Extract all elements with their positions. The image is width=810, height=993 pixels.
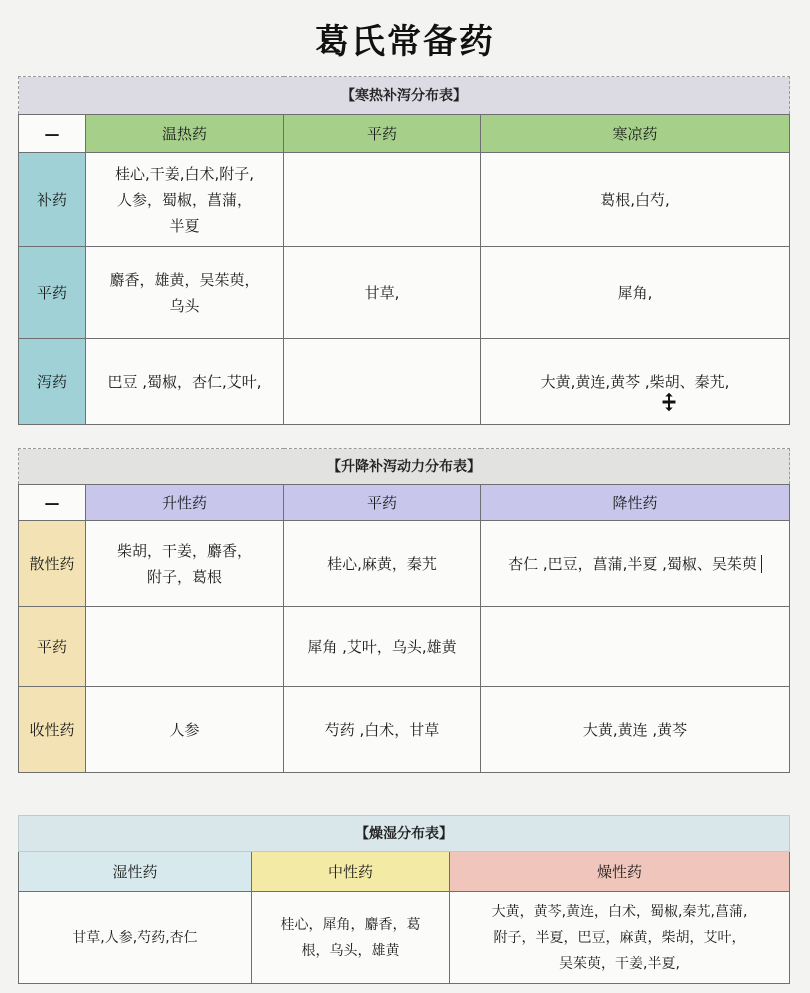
row-header-dispersing: 散性药 [19,521,86,607]
table-cell[interactable] [481,521,790,607]
dry-damp-table [18,815,790,984]
table-cell [481,607,790,687]
page-title: 葛氏常备药 [315,22,495,62]
text-caret [761,555,762,573]
table-cell: 芍药 ,白术，甘草 [284,687,481,773]
row-header-astringent: 收性药 [19,687,86,773]
col-header-warm: 温热药 [86,115,284,153]
row-header-purge: 泻药 [19,339,86,425]
row-header-neutral: 平药 [19,247,86,339]
row-header-neutral: 平药 [19,607,86,687]
table-cell [284,153,481,247]
table-cell [284,339,481,425]
cold-heat-table [18,76,790,425]
table-cell: 甘草,人参,芍药,杏仁 [19,892,252,984]
table-cell: 人参 [86,687,284,773]
table-cell [86,607,284,687]
col-header-dry: 燥性药 [450,852,790,892]
col-header-ascending: 升性药 [86,485,284,521]
table-cell: 葛根,白芍, [481,153,790,247]
table-cell: 桂心,麻黄，秦艽 [284,521,481,607]
table-cell-text: 杏仁 ,巴豆，菖蒲,半夏 ,蜀椒、吴茱萸 [508,554,757,573]
table-cell: 犀角, [481,247,790,339]
table-cell: 柴胡，干姜，麝香， 附子，葛根 [86,521,284,607]
col-header-damp: 湿性药 [19,852,252,892]
ascend-descend-table [18,448,790,773]
table-caption: 【升降补泻动力分布表】 [19,449,790,485]
table-cell: 巴豆 ,蜀椒，杏仁,艾叶, [86,339,284,425]
corner-cell: — [19,485,86,521]
col-header-neutral: 中性药 [252,852,450,892]
col-header-cold: 寒凉药 [481,115,790,153]
table-cell: 大黄,黄连,黄芩 ,柴胡、秦艽, [481,339,790,425]
table-cell: 大黄，黄芩,黄连，白术，蜀椒,秦艽,菖蒲, 附子，半夏，巴豆，麻黄，柴胡，艾叶， 吴茱萸，干姜,半夏, [450,892,790,984]
move-cursor-icon [660,391,678,413]
table-cell: 甘草, [284,247,481,339]
table-caption: 【燥湿分布表】 [19,816,790,852]
table-cell: 麝香，雄黄，吴茱萸， 乌头 [86,247,284,339]
col-header-descending: 降性药 [481,485,790,521]
table-cell: 大黄,黄连 ,黄芩 [481,687,790,773]
table-cell: 犀角 ,艾叶，乌头,雄黄 [284,607,481,687]
table-cell: 桂心,干姜,白术,附子, 人参，蜀椒，菖蒲， 半夏 [86,153,284,247]
table-caption: 【寒热补泻分布表】 [19,77,790,115]
col-header-neutral: 平药 [284,115,481,153]
table-cell: 桂心，犀角，麝香，葛 根，乌头，雄黄 [252,892,450,984]
col-header-neutral: 平药 [284,485,481,521]
row-header-tonify: 补药 [19,153,86,247]
corner-cell: — [19,115,86,153]
